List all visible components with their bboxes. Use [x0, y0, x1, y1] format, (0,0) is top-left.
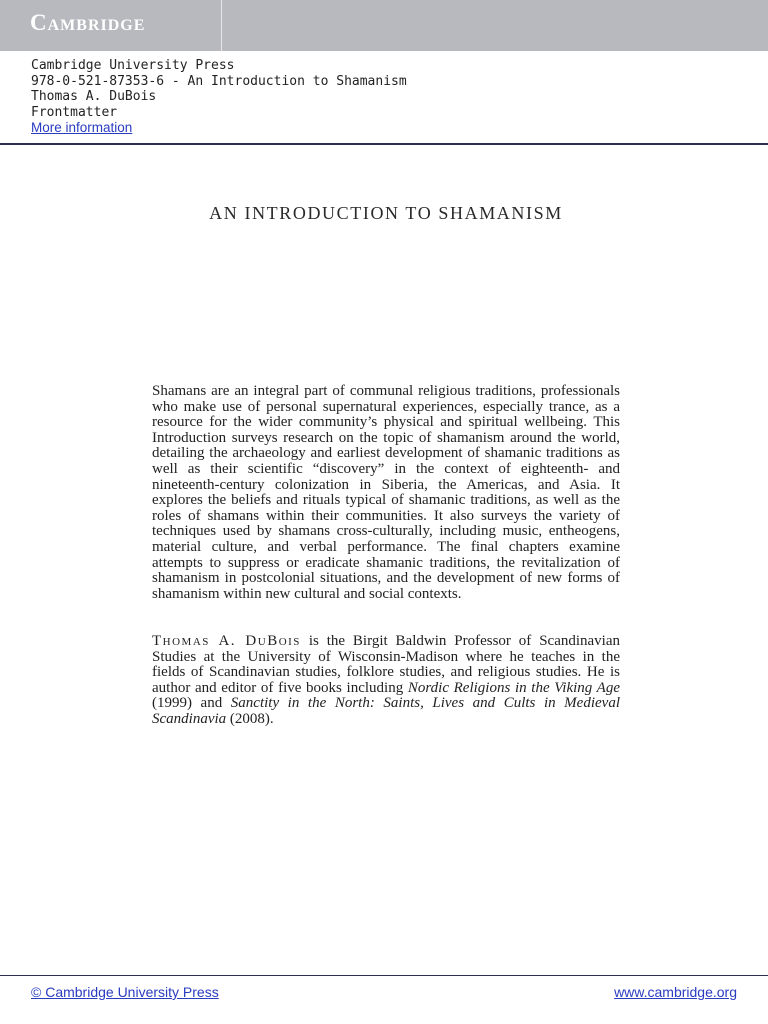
author-bio	[152, 634, 620, 728]
website-link[interactable]: www.cambridge.org	[614, 984, 737, 1000]
brand-block	[0, 0, 222, 51]
copyright-link[interactable]: © Cambridge University Press	[31, 984, 219, 1000]
isbn-title-line: 978-0-521-87353-6 - An Introduction to Shamanism	[31, 73, 407, 89]
bio-book-2: Sanctity in the North: Saints, Lives and Cults in Medieval Scandinavia	[152, 695, 620, 727]
cambridge-logo: Cambridge	[30, 10, 146, 35]
document-metadata	[31, 58, 407, 137]
footer-divider	[0, 975, 768, 976]
bio-book-1: Nordic Religions in the Viking Age	[407, 679, 621, 696]
author-line: Thomas A. DuBois	[31, 89, 157, 105]
publisher-line: Cambridge University Press	[31, 58, 235, 73]
header-divider	[0, 143, 768, 145]
bio-author-name: Thomas A. DuBois	[152, 633, 301, 649]
bio-text-3: (2008).	[226, 710, 274, 727]
more-information-link[interactable]: More information	[31, 120, 133, 136]
bio-text-1: is the Birgit Baldwin Professor of Scandinavian Studies at the University of Wisconsin-Madison where he teaches in the fields of Scandinavian studies, folklore studies, and religious studies. He is author and editor of five books including	[152, 633, 621, 696]
page-title: AN INTRODUCTION TO SHAMANISM	[209, 203, 563, 223]
section-line: Frontmatter	[31, 104, 118, 120]
bio-text-2: (1999) and	[152, 695, 231, 712]
book-description: Shamans are an integral part of communal religious traditions, professionals who make use of personal supernatural experiences, especially trance, as a resource for the wider community’s physical and spiritual wellbeing. This Introduction surveys research on the topic of shamanism around the world, detailing the archaeology and earliest development of shamanic traditions as well as their scientific “discovery” in the context of eighteenth- and nineteenth-century colonization in Siberia, the Americas, and Asia. It explores the beliefs and rituals typical of shamanic traditions, as well as the roles of shamans within their communities. It also surveys the variety of techniques used by shamans cross-culturally, including music, entheogens, material culture, and verbal performance. The final chapters examine attempts to suppress or eradicate shamanic traditions, the revitalization of shamanism in postcolonial situations, and the development of new forms of shamanism within new cultural and social contexts.	[152, 383, 620, 602]
header-bar	[0, 0, 768, 51]
